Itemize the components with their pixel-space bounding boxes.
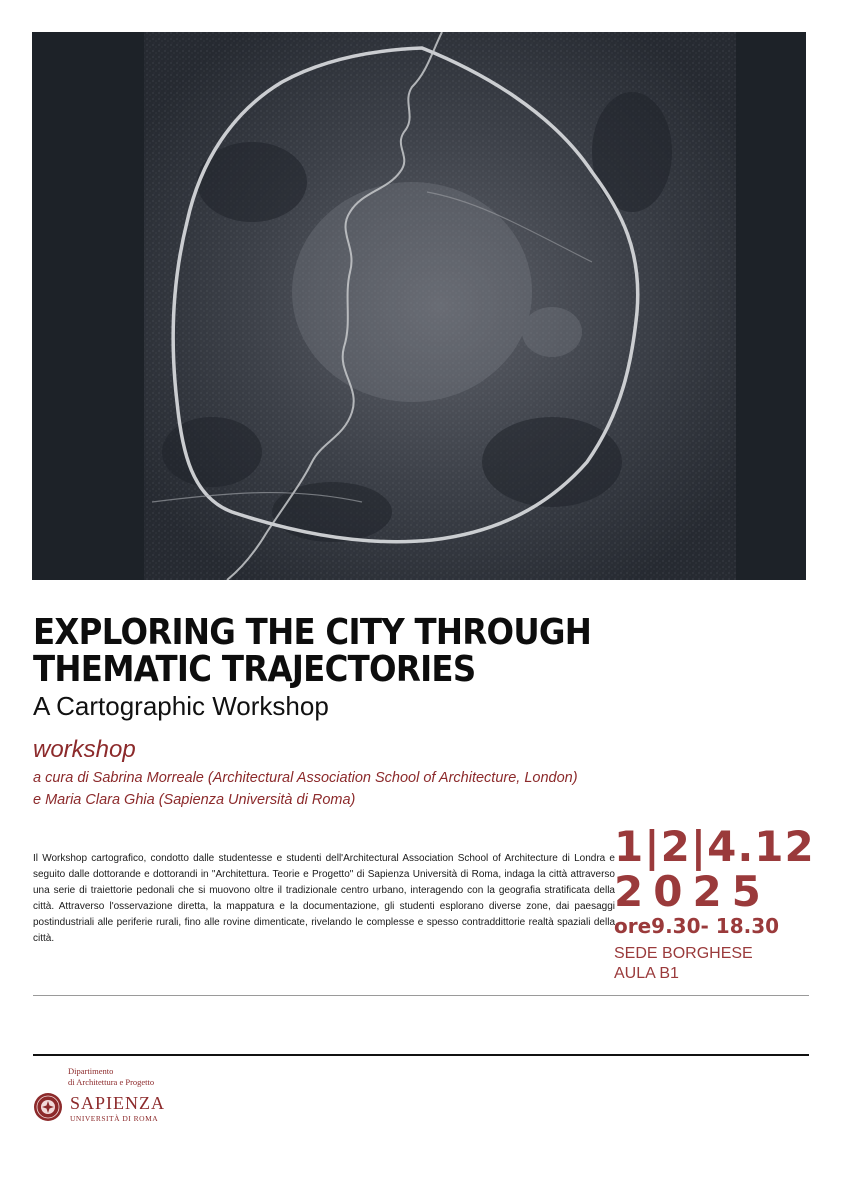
event-kind: workshop [33,736,136,763]
dept-line-1: Dipartimento [68,1066,114,1076]
venue-line-2: AULA B1 [614,965,679,982]
event-days: 1|2|4.12 [614,822,815,871]
poster-title [33,614,717,688]
curators-line-1: a cura di Sabrina Morreale (Architectural Association School of Architecture, London) [33,770,578,786]
venue-line-1: SEDE BORGHESE [614,945,753,962]
poster-subtitle: A Cartographic Workshop [33,691,329,721]
divider-light [33,995,809,996]
description: Il Workshop cartografico, condotto dalle studentesse e studenti dell'Architectural Association School of Architecture di Londra e seguito dalle dottorande e dottorandi in "Architettura. Teorie e Progetto" di Sapienza Università di Roma, indaga la città attraverso una serie di traiettorie pedonali che si muovono oltre il tradizionale centro urbano, interagendo con la geografia stratificata della città. Attraverso l'osservazione diretta, la mappatura e la documentazione, gli studenti esplorano diverse zone, dai paesaggi postindustriali alle periferie rurali, fino alle rovine dimenticate, rivelando le complesse e spesso contraddittorie realtà spaziali della città. [33,853,615,944]
logo-subtitle: UNIVERSITÀ DI ROMA [70,1114,159,1123]
dept-line-2: di Architettura e Progetto [68,1077,155,1087]
logo-name: SAPIENZA [70,1093,166,1113]
event-venue [614,944,814,984]
event-details [614,822,815,984]
department-name [68,1066,154,1088]
curators [33,767,578,811]
sapienza-seal-icon [33,1092,63,1122]
divider-dark [33,1054,809,1056]
title-line-1: EXPLORING THE CITY THROUGH [33,612,592,653]
event-year: 2025 [614,867,771,916]
university-logo [70,1094,165,1123]
map-image [32,32,806,580]
curators-line-2: e Maria Clara Ghia (Sapienza Università di Roma) [33,792,356,808]
event-time: ore9.30- 18.30 [614,914,780,938]
title-line-2: THEMATIC TRAJECTORIES [33,649,476,690]
